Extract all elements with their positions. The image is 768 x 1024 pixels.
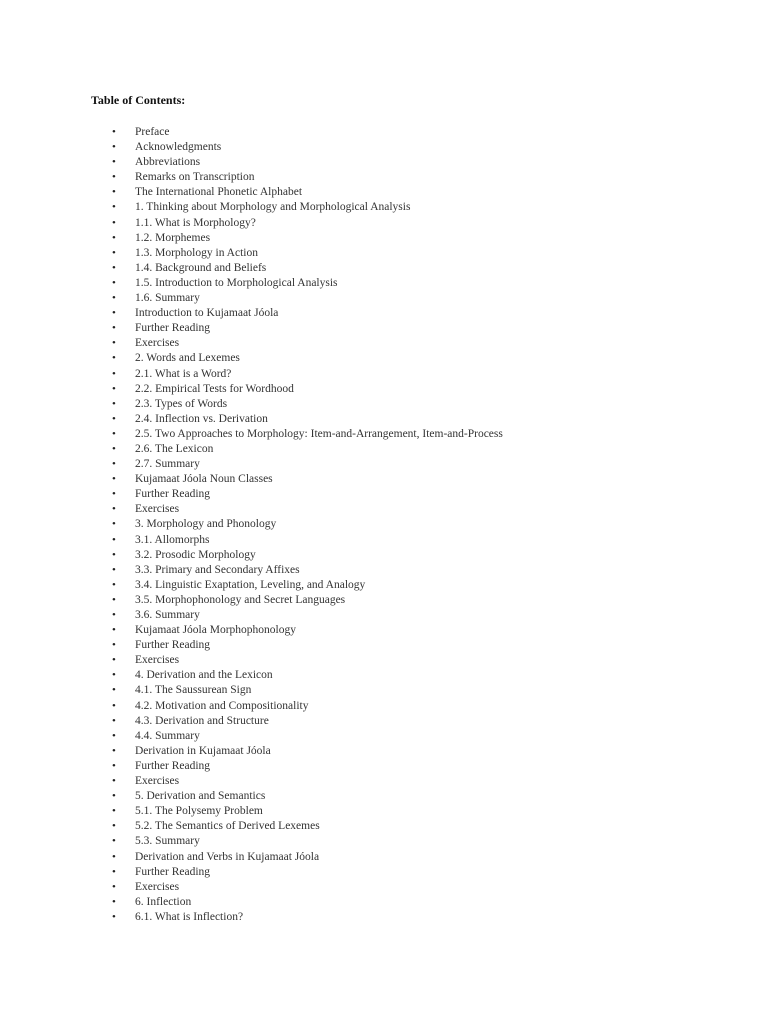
bullet-icon: •: [112, 624, 116, 637]
toc-item-label: 3.6. Summary: [135, 609, 200, 621]
toc-item-label: Further Reading: [135, 865, 211, 878]
bullet-icon: •: [112, 850, 116, 863]
bullet-icon: •: [112, 744, 116, 757]
toc-item-label: Exercises: [135, 503, 180, 516]
toc-item-label: 1.3. Morphology in Action: [135, 246, 258, 259]
bullet-icon: •: [112, 865, 116, 878]
toc-item-label: Further Reading: [135, 639, 211, 652]
toc-item-label: Further Reading: [135, 759, 211, 772]
bullet-icon: •: [112, 880, 116, 893]
toc-item-label: 3.1. Allomorphs: [135, 533, 210, 546]
toc-item-label: 2.3. Types of Words: [135, 397, 228, 410]
bullet-icon: •: [112, 910, 116, 923]
bullet-icon: •: [112, 639, 116, 652]
toc-item-label: 2.4. Inflection vs. Derivation: [135, 412, 268, 425]
bullet-icon: •: [112, 488, 116, 501]
bullet-icon: •: [112, 412, 116, 425]
toc-item-label: 4.3. Derivation and Structure: [135, 714, 269, 727]
toc-item-label: Exercises: [135, 337, 180, 350]
toc-item-label: 2.2. Empirical Tests for Wordhood: [135, 382, 294, 395]
bullet-icon: •: [112, 141, 116, 154]
toc-item-label: 6.1. What is Inflection?: [135, 910, 244, 923]
toc-item-label: 6. Inflection: [135, 895, 192, 908]
bullet-icon: •: [112, 895, 116, 908]
toc-item-label: 4.4. Summary: [135, 729, 200, 742]
bullet-icon: •: [112, 669, 116, 682]
bullet-icon: •: [112, 533, 116, 546]
toc-item-label: The International Phonetic Alphabet: [135, 186, 303, 199]
toc-item-label: Kujamaat Jóola Morphophonology: [135, 624, 296, 637]
toc-item-label: 4.1. The Saussurean Sign: [135, 684, 252, 697]
bullet-icon: •: [112, 397, 116, 410]
toc-item-label: 5.2. The Semantics of Derived Lexemes: [135, 820, 320, 833]
toc-item-label: 3.3. Primary and Secondary Affixes: [135, 563, 300, 576]
bullet-icon: •: [112, 307, 116, 320]
toc-item-label: 5.3. Summary: [135, 835, 200, 848]
toc-item-label: 4.2. Motivation and Compositionality: [135, 699, 309, 712]
toc-item-label: 2.1. What is a Word?: [135, 367, 232, 380]
toc-item-label: Remarks on Transcription: [135, 171, 255, 184]
bullet-icon: •: [112, 276, 116, 289]
toc-item-label: 3. Morphology and Phonology: [135, 518, 277, 531]
toc-item-label: 2. Words and Lexemes: [135, 352, 240, 365]
toc-item-label: Preface: [135, 126, 170, 138]
toc-item-label: 5. Derivation and Semantics: [135, 790, 266, 803]
bullet-icon: •: [112, 563, 116, 576]
toc-item-label: Derivation in Kujamaat Jóola: [135, 744, 271, 757]
toc-item-label: 4. Derivation and the Lexicon: [135, 669, 273, 682]
toc-item-label: 3.4. Linguistic Exaptation, Leveling, and Analogy: [135, 578, 366, 591]
bullet-icon: •: [112, 322, 116, 335]
toc-item-label: 5.1. The Polysemy Problem: [135, 805, 263, 818]
bullet-icon: •: [112, 156, 116, 169]
toc-item-label: Further Reading: [135, 322, 211, 335]
toc-item-label: 3.5. Morphophonology and Secret Languages: [135, 593, 346, 606]
toc-item-label: 3.2. Prosodic Morphology: [135, 548, 256, 561]
bullet-icon: •: [112, 201, 116, 214]
bullet-icon: •: [112, 714, 116, 727]
bullet-icon: •: [112, 382, 116, 395]
bullet-icon: •: [112, 699, 116, 712]
bullet-icon: •: [112, 261, 116, 274]
toc-item-label: 1. Thinking about Morphology and Morphological Analysis: [135, 201, 411, 214]
bullet-icon: •: [112, 216, 116, 229]
bullet-icon: •: [112, 473, 116, 486]
bullet-icon: •: [112, 458, 116, 471]
bullet-icon: •: [112, 790, 116, 803]
toc-item-label: Exercises: [135, 654, 180, 667]
bullet-icon: •: [112, 684, 116, 697]
bullet-icon: •: [112, 835, 116, 848]
bullet-icon: •: [112, 246, 116, 259]
bullet-icon: •: [112, 186, 116, 199]
bullet-icon: •: [112, 609, 116, 621]
bullet-icon: •: [112, 759, 116, 772]
bullet-icon: •: [112, 578, 116, 591]
bullet-icon: •: [112, 231, 116, 244]
bullet-icon: •: [112, 775, 116, 788]
toc-item-label: 1.6. Summary: [135, 292, 200, 305]
toc-item-label: Exercises: [135, 775, 180, 788]
bullet-icon: •: [112, 503, 116, 516]
toc-item-label: 1.1. What is Morphology?: [135, 216, 256, 229]
toc-item-label: Introduction to Kujamaat Jóola: [135, 307, 279, 320]
toc-item-label: 2.7. Summary: [135, 458, 200, 471]
toc-heading: Table of Contents:: [91, 93, 186, 107]
bullet-icon: •: [112, 820, 116, 833]
bullet-icon: •: [112, 442, 116, 455]
bullet-icon: •: [112, 292, 116, 305]
toc-item-label: 1.2. Morphemes: [135, 231, 211, 244]
bullet-icon: •: [112, 518, 116, 531]
bullet-icon: •: [112, 126, 116, 138]
toc-item-label: 1.4. Background and Beliefs: [135, 261, 267, 274]
toc-item-label: 1.5. Introduction to Morphological Analysis: [135, 276, 338, 289]
toc-item-label: Abbreviations: [135, 156, 201, 169]
bullet-icon: •: [112, 427, 116, 440]
toc-item-label: Acknowledgments: [135, 141, 222, 154]
bullet-icon: •: [112, 729, 116, 742]
toc-item-label: 2.6. The Lexicon: [135, 442, 214, 455]
toc-item-label: Kujamaat Jóola Noun Classes: [135, 473, 273, 486]
toc-item-label: 2.5. Two Approaches to Morphology: Item-and-Arrangement, Item-and-Process: [135, 427, 503, 440]
bullet-icon: •: [112, 654, 116, 667]
bullet-icon: •: [112, 171, 116, 184]
toc-item-label: Further Reading: [135, 488, 211, 501]
bullet-icon: •: [112, 367, 116, 380]
toc-item-label: Derivation and Verbs in Kujamaat Jóola: [135, 850, 320, 863]
bullet-icon: •: [112, 352, 116, 365]
bullet-icon: •: [112, 805, 116, 818]
bullet-icon: •: [112, 337, 116, 350]
toc-item-label: Exercises: [135, 880, 180, 893]
bullet-icon: •: [112, 593, 116, 606]
bullet-icon: •: [112, 548, 116, 561]
